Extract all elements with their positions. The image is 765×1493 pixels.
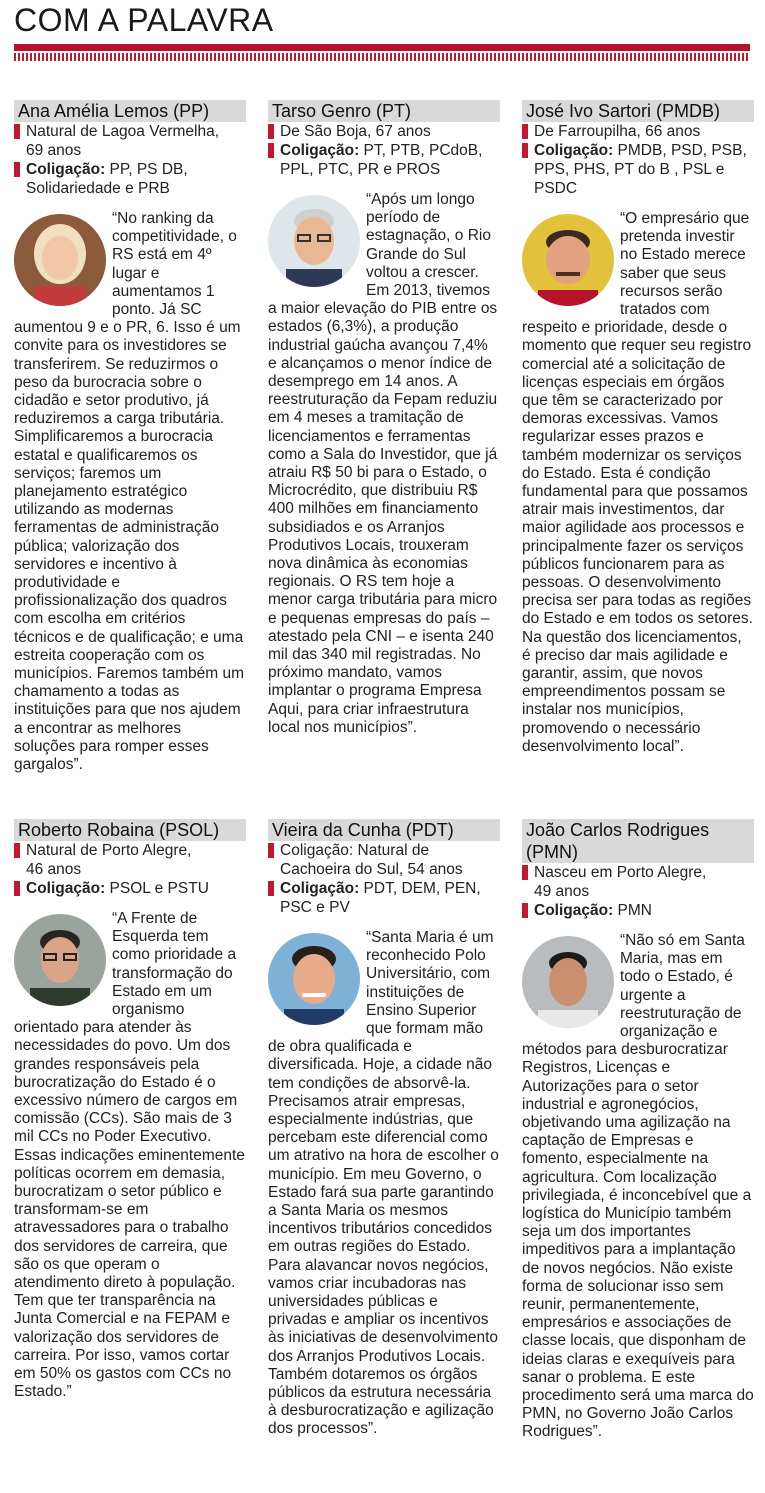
candidate-quote-block [14,910,246,1401]
quote-text: “Não só em Santa Maria, mas em todo o Estado, é urgente a reestruturação de organização e métodos para desburocratizar Registros, Licenças e Autorizações para o setor industrial e agronegócios, objetivando uma agilização na captação de Empresas e fomento, especialmente na agricultura. Com localização privilegiada, é inconcebível que a logística do Município também seja um dos importantes impeditivos para a implantação de novos negócios. Não existe forma de solucionar isso sem reunir, permanentemente, empresários e associações de classe locais, que disponham de ideias claras e exequíveis para sanar o problema. E este procedimento será uma marca do PMN, no Governo João Carlos Rodrigues”. [522,932,754,1441]
candidate-photo [268,195,360,287]
age-line: 46 anos [26,861,82,878]
coalition-label: Coligação: [534,142,614,159]
coalition-line [14,879,246,898]
quote-text: “Santa Maria é um reconhecido Polo Universitário, com instituições de Ensino Superior que formam mão de obra qualificada e diversificada. Hoje, a cidade não tem condições de absorvê-la. Precisamos atrair empresas, especialmente indústrias, que percebam este diferencial como um atrativo na hora de escolher o município. Em meu Governo, o Estado fará sua parte garantindo a Santa Maria os mesmos incentivos tributários concedidos em outras regiões do Estado. Para alavancar novos negócios, vamos criar incubadoras nas universidades públicas e privadas e ampliar os incentivos às iniciativas de desenvolvimento dos Arranjos Produtivos Locais. Também dotaremos os órgãos públicos da estrutura necessária à desburocratização e agilização dos processos”. [268,929,499,1438]
coalition-line [14,160,246,198]
candidate-meta [268,122,500,179]
candidate-card-roberto-robaina [14,819,246,1401]
candidate-name: José Ivo Sartori (PMDB) [522,100,754,122]
coalition-parties: PP, PS DB, Solidariedade e PRB [26,161,188,197]
candidate-quote-block [268,929,500,1439]
candidate-meta [522,122,754,198]
coalition-line [522,141,754,198]
candidate-name: João Carlos Rodrigues (PMN) [522,819,754,863]
candidate-photo [522,214,614,306]
age-line: Cachoeira do Sul, 54 anos [280,861,463,878]
origin-line: De Farroupilha, 66 anos [522,122,754,141]
candidate-photo [14,214,106,306]
coalition-line [268,879,500,917]
candidate-meta [14,122,246,198]
origin-line: Natural de Lagoa Vermelha, [14,122,246,141]
origin-line: De São Boja, 67 anos [268,122,500,141]
page-title: COM A PALAVRA [14,2,274,38]
candidate-meta [268,841,500,917]
candidate-card-ana-amelia [14,100,246,774]
coalition-line [522,901,754,920]
origin-line: Natural de Porto Alegre, [14,841,246,860]
candidate-name: Vieira da Cunha (PDT) [268,819,500,841]
age-line: 69 anos [26,142,82,159]
coalition-label: Coligação: [534,902,614,919]
coalition-parties: PMDB, PSD, PSB, PPS, PHS, PT do B , PSL e PSDC [534,142,747,197]
quote-text: “A Frente de Esquerda tem como prioridade a transformação do Estado em um organismo orientado para atender às necessidades do povo. Um dos grandes responsáveis pela burocratização do Estado é o excessivo número de cargos em comissão (CCs). São mais de 3 mil CCs no Poder Executivo. Essas indicações eminentemente políticas ocorrem em demasia, burocratizam o setor público e transformam-se em atravessadores para o trabalho dos servidores de carreira, que são os que operam o atendimento direto à população. Tem que ter transparência na Junta Comercial e na FEPAM e valorização dos servidores de carreira. Por isso, vamos cortar em 50% os gastos com CCs no Estado.” [14,910,245,1401]
quote-text: “No ranking da competitividade, o RS está em 4º lugar e aumentamos 1 ponto. Já SC aumentou 9 e o PR, 6. Isso é um convite para os investidores se transferirem. Se reduzirmos o peso da burocracia sobre o cidadão e setor produtivo, já reduziremos a carga tributária. Simplificaremos a burocracia estatal e qualificaremos os serviços; faremos um planejamento estratégico utilizando as modernas ferramentas de administração pública; valorização dos servidores e incentivo à produtividade e profissionalização dos quadros com escolha em critérios técnicos e de qualificação; e uma estreita cooperação com os municípios. Faremos também um chamamento a todas as instituições para que nos ajudem a encontrar as melhores soluções para romper esses gargalos”. [14,210,244,774]
candidate-photo [268,933,360,1025]
candidate-quote-block [522,210,754,756]
candidate-photo [14,914,106,1006]
candidate-meta [14,841,246,898]
coalition-parties: PDT, DEM, PEN, PSC e PV [280,880,481,916]
candidate-card-tarso-genro [268,100,500,737]
coalition-label: Coligação: [26,161,106,178]
coalition-label: Coligação: [280,142,360,159]
header-rule [14,44,750,51]
quote-text: “Após um longo período de estagnação, o Rio Grande do Sul voltou a crescer. Em 2013, tivemos a maior elevação do PIB entre os estados (6,3%), a produção industrial gaúcha avançou 7,4% e alcançamos o menor índice de desemprego em 14 anos. A reestruturação da Fepam reduziu em 4 meses a tramitação de licenciamentos e ferramentas como a Sala do Investidor, que já atraiu R$ 50 bi para o Estado, o Microcrédito, que distribuiu R$ 400 milhões em financiamento subsidiados e os Arranjos Produtivos Locais, trouxeram nova dinâmica às economias regionais. O RS tem hoje a menor carga tributária para micro e pequenas empresas do país – atestado pela CNI – e isenta 240 mil das 340 mil registradas. No próximo mandato, vamos implantar o programa Empresa Aqui, para criar infraestrutura local nos municípios”. [268,191,498,736]
age-line: 49 anos [534,883,590,900]
coalition-label: Coligação: [280,880,360,897]
header-hatch-rule [14,53,750,61]
candidate-card-vieira-da-cunha [268,819,500,1439]
coalition-line [268,141,500,179]
candidate-name: Roberto Robaina (PSOL) [14,819,246,841]
candidate-photo [522,936,614,1028]
candidate-name: Ana Amélia Lemos (PP) [14,100,246,122]
candidate-card-jose-ivo-sartori [522,100,754,756]
candidate-quote-block [268,191,500,737]
coalition-parties: PMN [617,902,652,919]
candidate-quote-block [14,210,246,774]
candidate-meta [522,863,754,920]
candidate-name: Tarso Genro (PT) [268,100,500,122]
candidate-quote-block [522,932,754,1442]
coalition-parties: PT, PTB, PCdoB, PPL, PTC, PR e PROS [280,142,483,178]
origin-line: Nasceu em Porto Alegre, [522,863,754,882]
origin-line: Coligação: Natural de [268,841,500,860]
coalition-label: Coligação: [26,880,106,897]
coalition-parties: PSOL e PSTU [109,880,209,897]
quote-text: “O empresário que pretenda investir no Estado merece saber que seus recursos serão tratados com respeito e prioridade, desde o momento que requer seu registro comercial até a solicitação de licenças especiais em órgãos que têm se caracterizado por demoras excessivas. Vamos regularizar esses prazos e também modernizar os serviços do Estado. Esta é condição fundamental para que possamos atrair mais investimentos, dar maior agilidade aos processos e principalmente fazer os serviços públicos funcionarem para as pessoas. O desenvolvimento precisa ser para todas as regiões do Estado e em todos os setores. Na questão dos licenciamentos, é preciso dar mais agilidade e garantir, assim, que novos empreendimentos possam se instalar nos municípios, promovendo o necessário desenvolvimento local”. [522,210,753,755]
candidate-card-joao-carlos-rodrigues [522,819,754,1442]
